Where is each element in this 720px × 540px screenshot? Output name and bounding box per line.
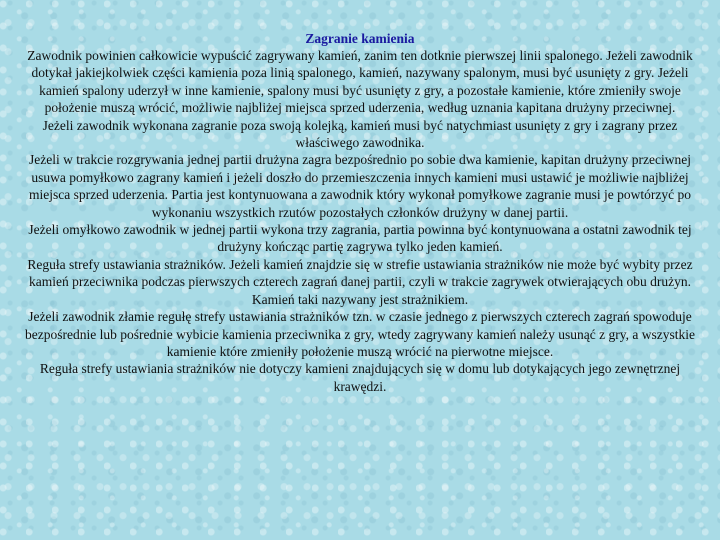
slide-body: [18, 47, 702, 395]
paragraph-guard-zone-exception: Reguła strefy ustawiania strażników nie dotyczy kamieni znajdujących się w domu lub dotykających jego zewnętrznej krawędzi.: [39, 361, 681, 394]
slide-title: Zagranie kamienia: [305, 31, 415, 46]
paragraph-two-stones: Jeżeli w trakcie rozgrywania jednej partii drużyna zagra bezpośrednio po sobie dwa kamienie, kapitan drużyny przeciwnej usuwa pomyłkowo zagrany kamień i jeżeli doszło do przemieszczenia innych kamieni musi ustawić je możliwie najbliżej miejsca sprzed uderzenia. Partia jest kontynuowana a zawodnik który wykonał pomyłkowe zagranie musi je powtórzyć po wykonaniu wszystkich rzutów pozostałych członków drużyny w danej partii.: [28, 152, 692, 220]
paragraph-offside-release: Zawodnik powinien całkowicie wypuścić zagrywany kamień, zanim ten dotknie pierwszej linii spalonego. Jeżeli zawodnik dotykał jakiejkolwiek części kamienia poza linią spalonego, kamień, nazywany spalonym, musi być usunięty z gry. Jeżeli kamień spalony uderzył w inne kamienie, spalony musi być usunięty z gry, a pozostałe kamienie, które zmieniły swoje położenie muszą wrócić, możliwie najbliżej miejsca sprzed uderzenia, według uznania kapitana drużyny przeciwnej.: [27, 48, 693, 116]
paragraph-out-of-turn: Jeżeli zawodnik wykonana zagranie poza swoją kolejką, kamień musi być natychmiast usunięty z gry i zagrany przez właściwego zawodnika.: [42, 117, 678, 151]
paragraph-free-guard-zone: Reguła strefy ustawiania strażników. Jeżeli kamień znajdzie się w strefie ustawiania strażników nie może być wybity przez kamień przeciwnika podczas pierwszych czterech zagrań danej partii, czyli w trakcie zagrywek otwierających obu drużyn. Kamień taki nazywany jest strażnikiem.: [27, 256, 693, 307]
paragraph-three-deliveries: Jeżeli omyłkowo zawodnik w jednej partii wykona trzy zagrania, partia powinna być kontynuowana a ostatni zawodnik tej drużyny kończąc partię zagrywa tylko jeden kamień.: [28, 222, 692, 255]
paragraph-guard-zone-violation: Jeżeli zawodnik złamie regułę strefy ustawiania strażników tzn. w czasie jednego z pierwszych czterech zagrań spowoduje bezpośrednie lub pośrednie wybicie kamienia przeciwnika z gry, wtedy zagrywany kamień należy usunąć z gry, a wszystkie kamienie które zmieniły położenie muszą wrócić na pierwotne miejsce.: [25, 309, 695, 359]
